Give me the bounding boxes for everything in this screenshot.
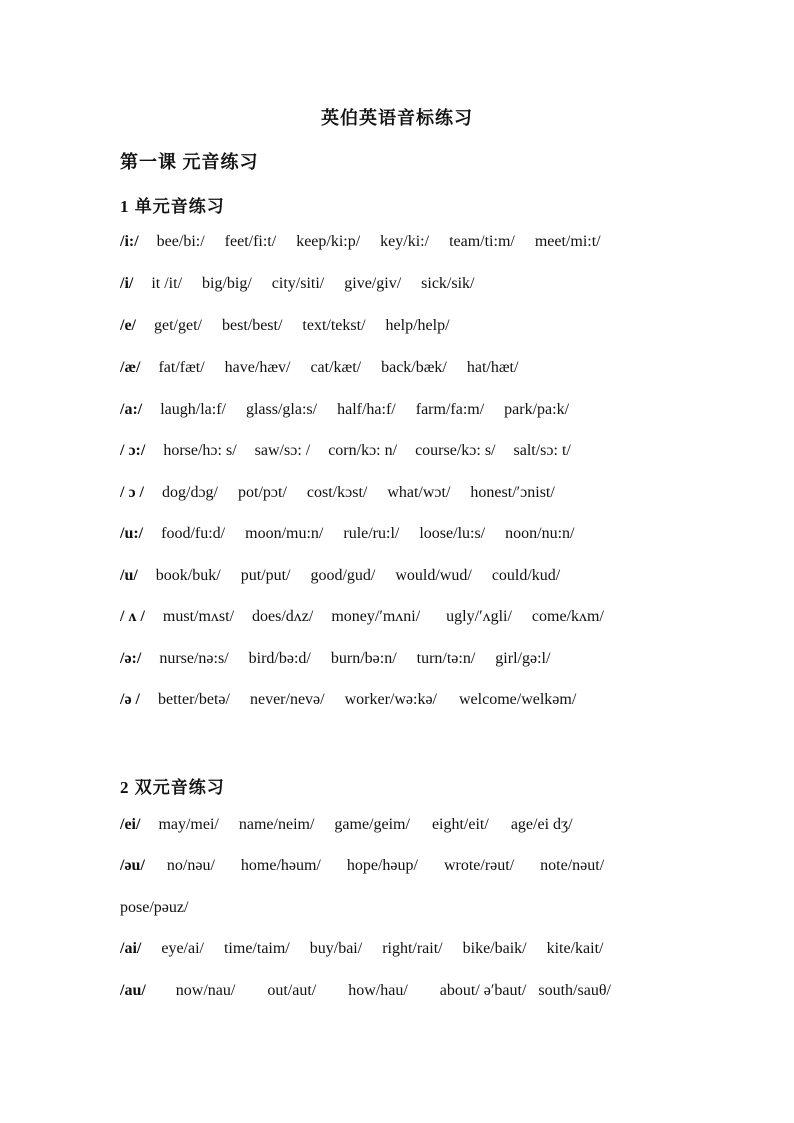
- vowel-row: [120, 441, 571, 461]
- example-word: meet/mi:t/: [534, 233, 601, 250]
- example-word: salt/sɔ: t/: [513, 442, 571, 459]
- example-word: money/′mʌni/: [331, 608, 421, 625]
- example-word: out/aut/: [267, 982, 317, 999]
- example-word: hat/hæt/: [466, 359, 519, 376]
- phonetic-symbol: /e/: [120, 317, 136, 334]
- example-word: girl/gə:l/: [495, 650, 551, 667]
- example-word: key/ki:/: [380, 233, 430, 250]
- diphthong-row-continuation: [120, 898, 188, 918]
- example-word: city/siti/: [271, 275, 325, 292]
- example-word: about/ ə′baut/: [439, 982, 527, 999]
- example-word: cat/kæt/: [310, 359, 362, 376]
- example-word: team/ti:m/: [449, 233, 515, 250]
- diphthong-row: [120, 939, 603, 959]
- phonetic-symbol: /ei/: [120, 816, 141, 833]
- vowel-row: [120, 524, 574, 544]
- example-word: food/fu:d/: [161, 525, 226, 542]
- example-word: put/put/: [240, 567, 291, 584]
- example-word: farm/fa:m/: [415, 401, 485, 418]
- example-word: age/ei dʒ/: [510, 816, 573, 833]
- document-title: 英伯英语音标练习: [321, 108, 473, 128]
- example-word: back/bæk/: [381, 359, 447, 376]
- example-word: honest/′ɔnist/: [470, 484, 555, 501]
- example-word: feet/fi:t/: [224, 233, 277, 250]
- example-word: give/giv/: [344, 275, 402, 292]
- example-word: park/pa:k/: [504, 401, 570, 418]
- example-word: never/nevə/: [249, 691, 325, 708]
- example-word: game/geim/: [334, 816, 410, 833]
- example-word: south/sauθ/: [538, 982, 611, 999]
- example-word: good/gud/: [310, 567, 376, 584]
- example-word: would/wud/: [395, 567, 472, 584]
- example-word: buy/bai/: [309, 940, 363, 957]
- phonetic-symbol: /ə /: [120, 691, 140, 708]
- phonetic-symbol: / ɔ /: [120, 484, 144, 501]
- phonetic-symbol: /a:/: [120, 401, 143, 418]
- vowel-row: [120, 274, 474, 294]
- example-word: pot/pɔt/: [238, 484, 287, 501]
- example-word: text/tekst/: [302, 317, 366, 334]
- example-word: saw/sɔ: /: [254, 442, 311, 459]
- example-word: fat/fæt/: [158, 359, 205, 376]
- example-word: help/help/: [385, 317, 450, 334]
- phonetic-symbol: /ə:/: [120, 650, 142, 667]
- example-word: name/neim/: [238, 816, 315, 833]
- example-word: welcome/welkəm/: [459, 691, 577, 708]
- example-word: noon/nu:n/: [505, 525, 575, 542]
- example-word: nurse/nə:s/: [159, 650, 229, 667]
- phonetic-symbol: /u/: [120, 567, 138, 584]
- example-word: big/big/: [202, 275, 252, 292]
- example-word: bird/bə:d/: [248, 650, 311, 667]
- vowel-row: [120, 358, 518, 378]
- vowel-row: [120, 483, 555, 503]
- example-word: burn/bə:n/: [330, 650, 397, 667]
- example-word: eye/ai/: [161, 940, 204, 957]
- phonetic-symbol: / ɔ:/: [120, 442, 146, 459]
- example-word: turn/tə:n/: [416, 650, 476, 667]
- example-word: horse/hɔ: s/: [163, 442, 237, 459]
- example-word: bike/baik/: [462, 940, 527, 957]
- example-word: how/hau/: [348, 982, 408, 999]
- vowel-row: [120, 649, 550, 669]
- diphthong-row: [120, 981, 611, 1001]
- example-word: glass/gla:s/: [245, 401, 318, 418]
- diphthong-row: [120, 856, 604, 876]
- example-word: must/mʌst/: [162, 608, 235, 625]
- example-word: get/get/: [154, 317, 202, 334]
- example-word: best/best/: [221, 317, 283, 334]
- example-word: kite/kait/: [546, 940, 604, 957]
- example-word: eight/eit/: [431, 816, 489, 833]
- example-word: cost/kɔst/: [306, 484, 368, 501]
- example-word: right/rait/: [382, 940, 443, 957]
- example-word: worker/wə:kə/: [344, 691, 437, 708]
- vowel-row: [120, 316, 450, 336]
- example-word: now/nau/: [175, 982, 236, 999]
- example-word: laugh/la:f/: [160, 401, 226, 418]
- example-word: time/taim/: [223, 940, 290, 957]
- diphthong-row: [120, 815, 573, 835]
- phonetic-symbol: /i:/: [120, 233, 139, 250]
- example-word: it /it/: [151, 275, 183, 292]
- example-word: rule/ru:l/: [343, 525, 400, 542]
- example-word: does/dʌz/: [252, 608, 314, 625]
- phonetic-symbol: / ʌ /: [120, 608, 145, 625]
- vowel-row: [120, 400, 569, 420]
- example-word: what/wɔt/: [387, 484, 451, 501]
- vowel-row: [120, 566, 560, 586]
- section2-title: 2 双元音练习: [120, 778, 225, 797]
- phonetic-symbol: /ai/: [120, 940, 142, 957]
- section1-title: 1 单元音练习: [120, 197, 225, 216]
- example-word: no/nəu/: [166, 857, 215, 874]
- example-word: dog/dɔg/: [162, 484, 218, 501]
- lesson-title: 第一课 元音练习: [120, 152, 259, 172]
- example-word: may/mei/: [158, 816, 219, 833]
- example-word: pose/pəuz/: [120, 899, 189, 916]
- example-word: hope/həup/: [346, 857, 418, 874]
- example-word: moon/mu:n/: [245, 525, 324, 542]
- example-word: course/kɔ: s/: [415, 442, 496, 459]
- phonetic-symbol: /i/: [120, 275, 134, 292]
- phonetic-symbol: /əu/: [120, 857, 145, 874]
- vowel-row: [120, 607, 604, 627]
- example-word: corn/kɔ: n/: [328, 442, 398, 459]
- example-word: have/hæv/: [224, 359, 291, 376]
- example-word: home/həum/: [240, 857, 321, 874]
- phonetic-symbol: /au/: [120, 982, 146, 999]
- vowel-row: [120, 232, 601, 252]
- example-word: book/buk/: [155, 567, 221, 584]
- example-word: come/kʌm/: [531, 608, 604, 625]
- example-word: sick/sik/: [421, 275, 475, 292]
- example-word: better/betə/: [158, 691, 230, 708]
- example-word: could/kud/: [491, 567, 561, 584]
- example-word: wrote/rəut/: [443, 857, 515, 874]
- example-word: note/nəut/: [540, 857, 605, 874]
- phonetic-symbol: /æ/: [120, 359, 141, 376]
- example-word: keep/ki:p/: [296, 233, 361, 250]
- phonetic-symbol: /u:/: [120, 525, 144, 542]
- example-word: bee/bi:/: [156, 233, 205, 250]
- vowel-row: [120, 690, 576, 710]
- example-word: loose/lu:s/: [419, 525, 486, 542]
- example-word: ugly/′ʌgli/: [446, 608, 512, 625]
- example-word: half/ha:f/: [337, 401, 396, 418]
